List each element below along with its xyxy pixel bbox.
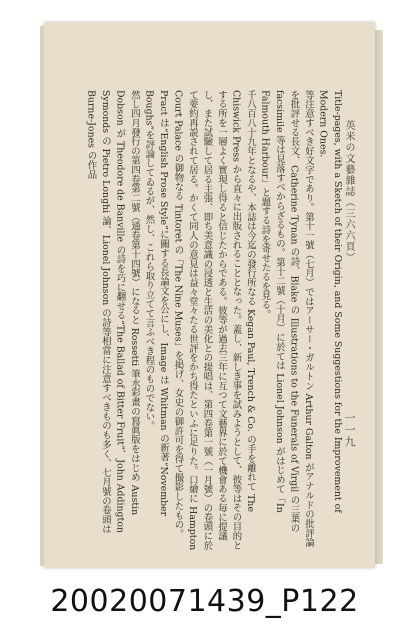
paragraph: 然し四月發行の第四卷第二號（通卷第十四號）になると Rossetti 筆水彩畫の寫眞版をはじめ Austin Dobson が Theodore de Banville の詩を巧に翻せる“The Ballad of Bitter Fruit”、John Addington Symonds の Pietro Longhi 論、Lionel Johnson の詩等相當に注意すべきものも多く、七月號の卷頭は Burne-Jones の作品	[85, 90, 140, 534]
page-edge-left	[40, 26, 44, 566]
body-text	[58, 90, 344, 552]
paragraph: Pract は“English Prose Style”に關する長論文を公にし、Image は Whitman の新著“November Boughs”を評論してゐるが、然し、これら取り立てて言ふべき程のものでない。	[143, 90, 169, 517]
running-title: 英米の文藝雜誌（三六六頁）	[343, 120, 354, 263]
page-edge	[375, 30, 383, 564]
paragraph: 千八百八十九年となるや、本誌は今迄の發行所なる Kegan Paul, Trench & Co. の手を離れて The Chiswick Press から直々に出版されることとなった。蓋し、新しき事を試みようとして、彼等はその目的とする所を一層よく實現し得ると信じたからである。彼等が過去三年に互つて文藝界に於て機會ある毎に提議し、また試驗して居る主張、即ち美意識の浸透と生活の美化との提唱は、第四卷第一號（一月號）の卷頭に於て要約再説されて居る。かくて同人の意見は益々堂々たる世評をかち得たといふに足りた。口繪に Hampton Court Palace の御物なる Tintoret の「The Nine Muses」を掲げ、女史の御許可を得て撮影したもの。	[172, 90, 256, 551]
page-number: 一一九	[343, 412, 356, 448]
paragraph: Title-pages, with a Sketch of their Origin, and Some Suggestions for the Improvement of Modern Ones.	[317, 90, 343, 513]
book-page	[44, 22, 375, 568]
paragraph: 等注意すべき好文字であり。第十一號（七月）ではアーサー・ガルトン Arthur Galton がアナルドの批評論を批評せる長文、Catherine Tynan の詩、Blake の Illustrations to the Funerals of Virgil の三葉の facsimile 等は見落すべからざるもの。第十二號（十月）に於ては Lionel Johnson がはじめて「In Falmouth Harbour」と題する詩を寄せたるを見る。	[259, 90, 314, 548]
image-caption: 20020071439_P122	[50, 584, 359, 619]
